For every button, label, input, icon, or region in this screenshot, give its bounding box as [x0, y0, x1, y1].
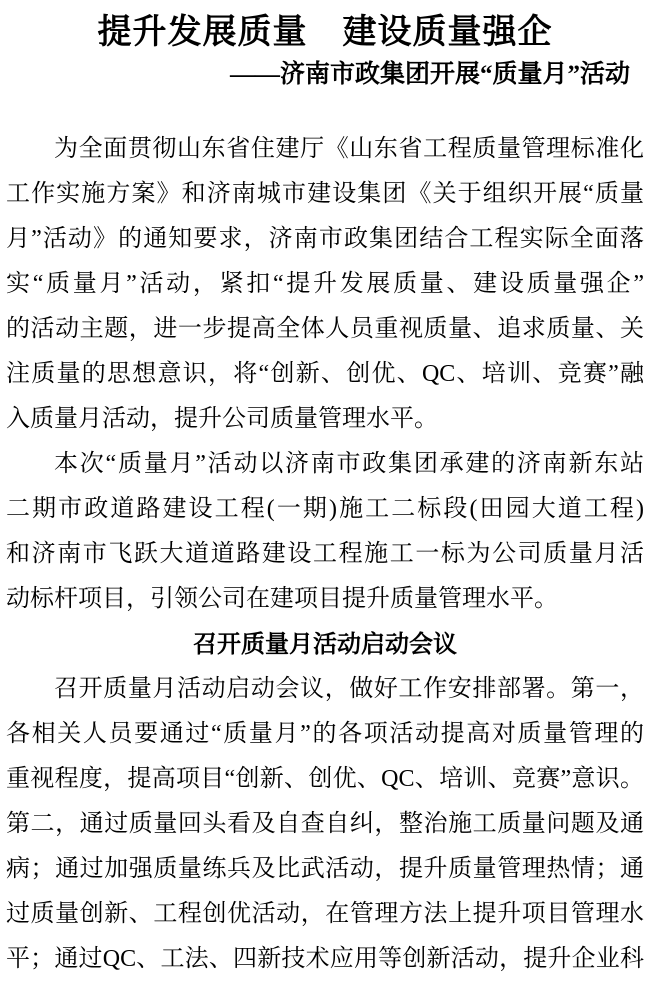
text-line: 病；通过加强质量练兵及比武活动，提升质量管理热情；通 — [6, 856, 644, 882]
paragraph-1 — [6, 127, 644, 442]
text-line: 本次“质量月”活动以济南市政集团承建的济南新东站 — [54, 451, 644, 477]
text-line: 月”活动》的通知要求，济南市政集团结合工程实际全面落 — [6, 226, 644, 252]
text-line: 平；通过QC、工法、四新技术应用等创新活动，提升企业科 — [6, 946, 644, 972]
paragraph-3 — [6, 667, 644, 982]
text-line: 第二，通过质量回头看及自查自纠，整治施工质量问题及通 — [6, 811, 644, 837]
text-line: 实“质量月”活动，紧扣“提升发展质量、建设质量强企” — [6, 271, 644, 297]
text-line: 和济南市飞跃大道道路建设工程施工一标为公司质量月活 — [6, 541, 644, 567]
text-line: 工作实施方案》和济南城市建设集团《关于组织开展“质量 — [6, 181, 644, 207]
text-line: 的活动主题，进一步提高全体人员重视质量、追求质量、关 — [6, 316, 644, 342]
text-line: 过质量创新、工程创优活动，在管理方法上提升项目管理水 — [6, 901, 644, 927]
text-line: 各相关人员要通过“质量月”的各项活动提高对质量管理的 — [6, 721, 644, 747]
text-line: 二期市政道路建设工程(一期)施工二标段(田园大道工程) — [6, 496, 644, 522]
text-line: 入质量月活动，提升公司质量管理水平。 — [6, 406, 438, 432]
document-title: 提升发展质量 建设质量强企 — [97, 14, 553, 51]
document-subtitle: ——济南市政集团开展“质量月”活动 — [229, 61, 630, 88]
text-line: 重视程度，提高项目“创新、创优、QC、培训、竞赛”意识。 — [6, 766, 644, 792]
section-heading: 召开质量月活动启动会议 — [193, 631, 457, 658]
text-line: 动标杆项目，引领公司在建项目提升质量管理水平。 — [6, 586, 558, 612]
text-line: 召开质量月活动启动会议，做好工作安排部署。第一， — [54, 676, 644, 702]
paragraph-2 — [6, 442, 644, 622]
text-line: 为全面贯彻山东省住建厅《山东省工程质量管理标准化 — [54, 136, 644, 162]
text-line: 注质量的思想意识，将“创新、创优、QC、培训、竞赛”融 — [6, 361, 644, 387]
document-body — [0, 127, 650, 982]
